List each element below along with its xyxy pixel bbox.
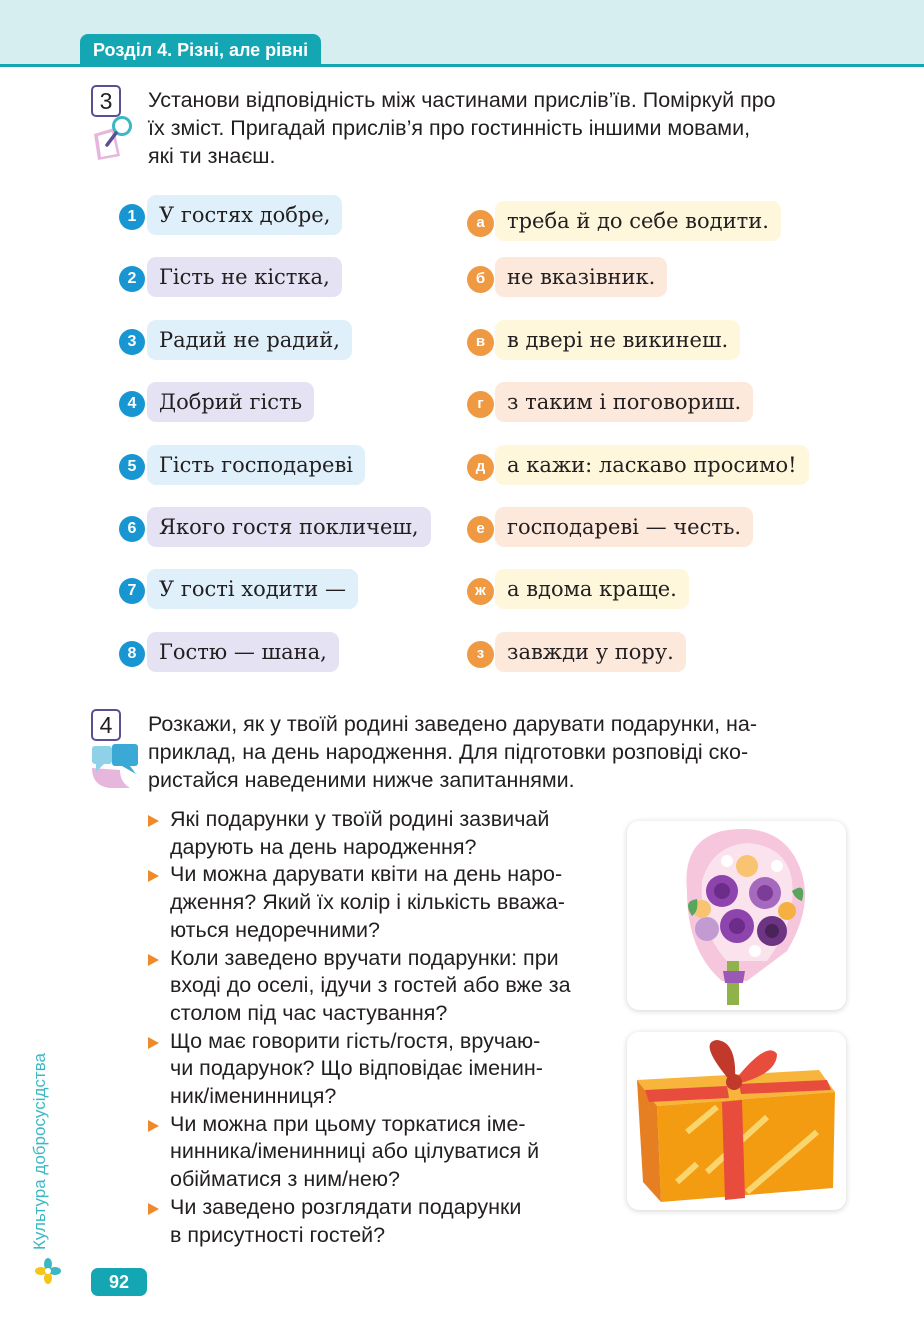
letter-badge: а <box>467 210 494 237</box>
task-4-line: ристайся наведеними нижче запитаннями. <box>148 768 575 792</box>
number-badge: 8 <box>119 641 145 667</box>
flower-logo-icon <box>35 1258 61 1284</box>
proverb-end: завжди у пору. <box>495 632 686 672</box>
task-3-line: Установи відповідність між частинами прислів’їв. Поміркуй про <box>148 88 776 112</box>
letter-badge: в <box>467 329 494 356</box>
task-3-line: їх зміст. Пригадай прислів’я про гостинність іншими мовами, <box>148 116 751 140</box>
question-item <box>146 945 610 1028</box>
task-3-number: 3 <box>91 85 121 117</box>
letter-badge: е <box>467 516 494 543</box>
question-item <box>146 861 610 944</box>
question-line: в присутності гостей? <box>170 1222 386 1247</box>
question-line: нинника/іменинниці або цілуватися й <box>170 1139 540 1164</box>
question-line: дження? Який їх колір і кількість вважа- <box>170 890 565 915</box>
proverb-start: Радий не радий, <box>147 320 352 360</box>
proverb-start: Добрий гість <box>147 382 314 422</box>
proverb-end: не вказівник. <box>495 257 667 297</box>
proverb-end: з таким і поговориш. <box>495 382 753 422</box>
question-item <box>146 1111 610 1194</box>
question-item <box>146 1194 610 1249</box>
proverb-start: У гості ходити — <box>147 569 358 609</box>
number-badge: 4 <box>119 391 145 417</box>
task-3-line: які ти знаєш. <box>148 144 276 168</box>
bullet-arrow-icon <box>148 1120 159 1132</box>
bullet-arrow-icon <box>148 1203 159 1215</box>
task-3-instructions <box>148 86 846 170</box>
proverb-start: У гостях добре, <box>147 195 342 235</box>
question-line: Що має говорити гість/гостя, вручаю- <box>170 1028 541 1053</box>
proverb-end: треба й до себе водити. <box>495 201 781 241</box>
question-line: дарують на день народження? <box>170 834 477 859</box>
task-4-line: Розкажи, як у твоїй родині заведено дарувати подарунки, на- <box>148 712 758 736</box>
gift-box-image <box>627 1032 846 1210</box>
number-badge: 5 <box>119 454 145 480</box>
number-badge: 2 <box>119 266 145 292</box>
bouquet-image <box>627 821 846 1010</box>
question-line: чи подарунок? Що відповідає іменин- <box>170 1056 543 1081</box>
question-line: вході до оселі, ідучи з гостей або вже за <box>170 973 571 998</box>
task-4-number: 4 <box>91 709 121 741</box>
question-line: обійматися з ним/нею? <box>170 1167 400 1192</box>
question-line: Які подарунки у твоїй родині зазвичай <box>170 807 550 831</box>
question-list <box>146 806 610 1249</box>
number-badge: 3 <box>119 329 145 355</box>
bullet-arrow-icon <box>148 954 159 966</box>
proverb-end: господареві — честь. <box>495 507 753 547</box>
question-line: ються недоречними? <box>170 917 380 942</box>
page-number: 92 <box>91 1268 147 1296</box>
proverb-start: Якого гостя покличеш, <box>147 507 431 547</box>
letter-badge: д <box>467 454 494 481</box>
number-badge: 1 <box>119 204 145 230</box>
task-4-instructions <box>148 710 846 794</box>
question-line: Чи можна дарувати квіти на день наро- <box>170 862 563 887</box>
section-title: Розділ 4. Різні, але рівні <box>80 34 321 66</box>
task-4-line: приклад, на день народження. Для підготовки розповіді ско- <box>148 740 749 764</box>
magnifier-book-icon <box>90 112 138 162</box>
question-line: столом під час частування? <box>170 1000 448 1025</box>
number-badge: 7 <box>119 578 145 604</box>
proverb-start: Гостю — шана, <box>147 632 339 672</box>
side-section-label: Культура добросусідства <box>30 1052 49 1250</box>
letter-badge: з <box>467 641 494 668</box>
question-line: Коли заведено вручати подарунки: при <box>170 945 559 970</box>
proverb-end: а вдома краще. <box>495 569 689 609</box>
proverb-end: в двері не викинеш. <box>495 320 740 360</box>
letter-badge: б <box>467 266 494 293</box>
proverb-start: Гість не кістка, <box>147 257 342 297</box>
bullet-arrow-icon <box>148 815 159 827</box>
question-item <box>146 806 610 861</box>
bullet-arrow-icon <box>148 870 159 882</box>
question-line: Чи заведено розглядати подарунки <box>170 1194 522 1219</box>
number-badge: 6 <box>119 516 145 542</box>
proverb-end: а кажи: ласкаво просимо! <box>495 445 809 485</box>
letter-badge: ж <box>467 578 494 605</box>
bullet-arrow-icon <box>148 1037 159 1049</box>
question-item <box>146 1028 610 1111</box>
question-line: ник/іменинниця? <box>170 1084 337 1109</box>
letter-badge: г <box>467 391 494 418</box>
proverb-start: Гість господареві <box>147 445 365 485</box>
speech-bubbles-icon <box>90 742 140 790</box>
question-line: Чи можна при цьому торкатися іме- <box>170 1111 526 1136</box>
